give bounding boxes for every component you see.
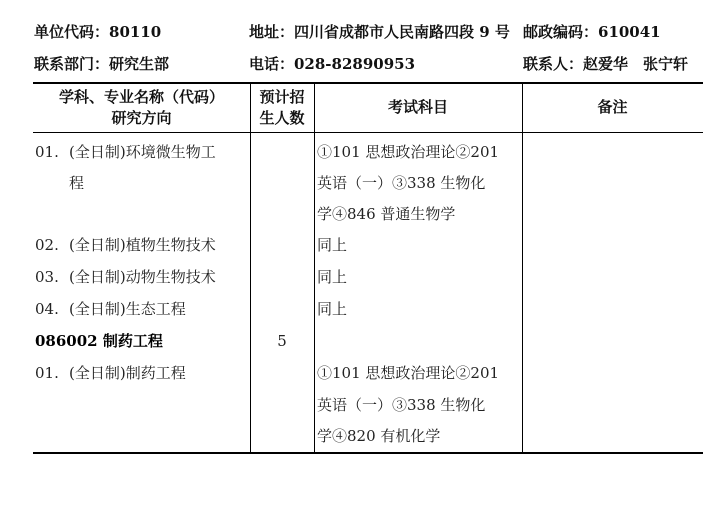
col-divider-2	[314, 82, 315, 453]
postcode: 邮政编码：610041	[523, 23, 661, 41]
contact-department: 联系部门：研究生部	[34, 55, 170, 73]
major-name: 086002 制药工程	[35, 332, 163, 350]
exam-subjects: 英语（一）③338 生物化	[317, 396, 486, 414]
research-direction: (全日制)环境微生物工	[69, 143, 216, 161]
row-number: 04.	[35, 300, 59, 318]
table-row	[35, 236, 216, 254]
header-enroll	[250, 87, 314, 129]
exam-subjects: 同上	[317, 300, 348, 318]
row-number: 01.	[35, 143, 59, 161]
header-enroll-line1: 预计招	[259, 88, 305, 106]
row-number: 01.	[35, 364, 59, 382]
table-row	[35, 300, 186, 318]
header-exam: 考试科目	[387, 98, 448, 116]
header-enroll-line2: 生人数	[259, 109, 305, 127]
exam-subjects: ①101 思想政治理论②201	[317, 364, 500, 382]
exam-subjects: 学④820 有机化学	[317, 427, 441, 445]
contact-person: 联系人：赵爱华 张宁轩	[523, 55, 689, 73]
exam-subjects: 同上	[317, 236, 348, 254]
exam-subjects: ①101 思想政治理论②201	[317, 143, 500, 161]
table-bottom-border	[33, 452, 703, 454]
table-top-border	[33, 82, 703, 84]
table-row	[35, 364, 186, 382]
table-row	[35, 143, 216, 161]
header-subject-line1: 学科、专业名称（代码）	[58, 88, 224, 106]
exam-subjects: 学④846 普通生物学	[317, 205, 456, 223]
table-row	[35, 268, 216, 286]
research-direction: (全日制)制药工程	[69, 364, 186, 382]
header-subject-line2: 研究方向	[111, 109, 172, 127]
exam-subjects: 英语（一）③338 生物化	[317, 174, 486, 192]
row-number: 02.	[35, 236, 59, 254]
exam-subjects: 同上	[317, 268, 348, 286]
research-direction: (全日制)植物生物技术	[69, 236, 216, 254]
header-divider	[33, 132, 703, 133]
research-direction: (全日制)生态工程	[69, 300, 186, 318]
unit-code: 单位代码：80110	[34, 23, 162, 41]
enroll-count: 5	[277, 332, 287, 350]
phone: 电话：028-82890953	[249, 55, 416, 73]
col-divider-1	[250, 82, 251, 453]
header-subject	[33, 87, 250, 129]
research-direction: (全日制)动物生物技术	[69, 268, 216, 286]
row-number: 03.	[35, 268, 59, 286]
research-direction-cont: 程	[69, 174, 85, 192]
address: 地址：四川省成都市人民南路四段 9 号	[249, 23, 510, 41]
col-divider-3	[522, 82, 523, 453]
header-note: 备注	[597, 98, 628, 116]
